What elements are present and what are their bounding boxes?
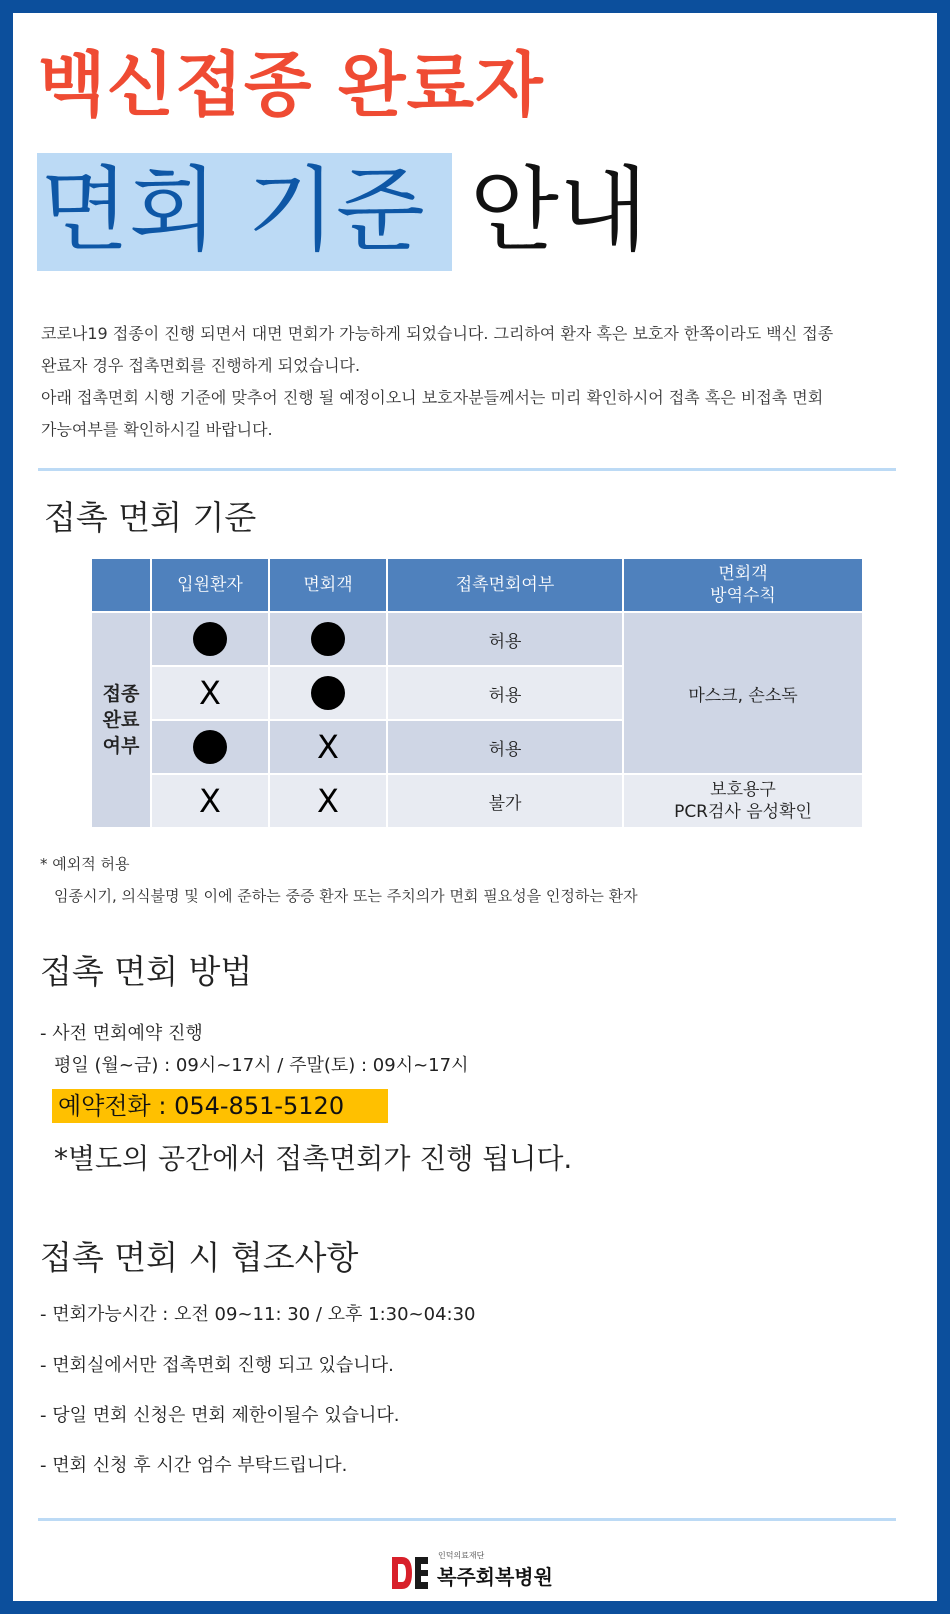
row-label-line: 완료 <box>102 709 140 731</box>
intro-line: 가능여부를 확인하시길 바랍니다. <box>41 420 273 439</box>
cell-visitor-vaccinated <box>269 666 387 720</box>
table-header-patient: 입원환자 <box>151 558 269 612</box>
cooperation-item: - 면회실에서만 접촉면회 진행 되고 있습니다. <box>40 1355 394 1376</box>
title-line2-rest: 안내 <box>470 157 648 264</box>
intro-paragraph <box>41 318 921 446</box>
filled-circle-icon <box>193 622 227 656</box>
cell-visitor-unvaccinated <box>269 720 387 774</box>
cell-visitor-unvaccinated <box>269 774 387 828</box>
cell-visitor-vaccinated <box>269 612 387 666</box>
cell-contact-allowed: 허용 <box>387 720 623 774</box>
cooperation-item: - 당일 면회 신청은 면회 제한이될수 있습니다. <box>40 1405 400 1426</box>
x-mark-icon: X <box>317 782 339 820</box>
filled-circle-icon <box>193 730 227 764</box>
hospital-logo-icon <box>392 1557 428 1589</box>
intro-line: 아래 접촉면회 시행 기준에 맞추어 진행 될 예정이오니 보호자분들께서는 미리 확인하시어 접촉 혹은 비접촉 면회 <box>41 388 824 407</box>
x-mark-icon: X <box>199 674 221 712</box>
cooperation-item: - 면회가능시간 : 오전 09~11: 30 / 오후 1:30~04:30 <box>40 1304 476 1325</box>
section-heading-criteria: 접촉 면회 기준 <box>44 498 257 537</box>
filled-circle-icon <box>311 622 345 656</box>
title-line2-highlight: 면회 기준 <box>40 157 425 264</box>
divider <box>38 468 896 471</box>
cell-contact-denied: 불가 <box>387 774 623 828</box>
title-line1: 백신접종 완료자 <box>38 44 544 126</box>
table-row <box>91 774 863 828</box>
row-label-vaccination-status <box>91 612 151 828</box>
table-header-visitor: 면회객 <box>269 558 387 612</box>
intro-line: 코로나19 접종이 진행 되면서 대면 면회가 가능하게 되었습니다. 그리하여 환자 혹은 보호자 한쪽이라도 백신 접종 <box>41 324 834 343</box>
exception-note-body: 임종시기, 의식불명 및 이에 준하는 중증 환자 또는 주치의가 면회 필요성을 인정하는 환자 <box>54 887 638 905</box>
table-header-rules <box>623 558 863 612</box>
rule-line: PCR검사 음성확인 <box>674 802 812 822</box>
cooperation-item: - 면회 신청 후 시간 엄수 부탁드립니다. <box>40 1455 348 1476</box>
cell-patient-vaccinated <box>151 612 269 666</box>
row-label-line: 접종 <box>102 683 140 705</box>
filled-circle-icon <box>311 676 345 710</box>
reservation-phone: 예약전화 : 054-851-5120 <box>52 1089 388 1123</box>
cell-patient-vaccinated <box>151 720 269 774</box>
table-header-rules-line1: 면회객 <box>718 564 768 584</box>
x-mark-icon: X <box>317 728 339 766</box>
cell-patient-unvaccinated <box>151 666 269 720</box>
cell-contact-allowed: 허용 <box>387 612 623 666</box>
table-row <box>91 612 863 666</box>
section-heading-method: 접촉 면회 방법 <box>40 952 253 991</box>
table-header-contact: 접촉면회여부 <box>387 558 623 612</box>
cell-contact-allowed: 허용 <box>387 666 623 720</box>
org-foundation-name: 인덕의료재단 <box>438 1551 485 1560</box>
table-header-row <box>91 558 863 612</box>
table-header-rules-line2: 방역수칙 <box>710 586 776 606</box>
method-hours: 평일 (월~금) : 09시~17시 / 주말(토) : 09시~17시 <box>54 1055 469 1076</box>
row-label-line: 여부 <box>102 735 140 757</box>
cell-rule-vaccinated: 마스크, 손소독 <box>623 612 863 774</box>
exception-note-title: * 예외적 허용 <box>40 855 130 873</box>
table-header-corner <box>91 558 151 612</box>
separate-space-notice: *별도의 공간에서 접촉면회가 진행 됩니다. <box>54 1142 573 1175</box>
rule-line: 보호용구 <box>710 780 776 800</box>
cell-rule-unvaccinated <box>623 774 863 828</box>
method-item-reservation: - 사전 면회예약 진행 <box>40 1023 203 1044</box>
x-mark-icon: X <box>199 782 221 820</box>
intro-line: 완료자 경우 접촉면회를 진행하게 되었습니다. <box>41 356 361 375</box>
visit-criteria-table <box>90 557 864 829</box>
hospital-name: 복주회복병원 <box>437 1565 553 1589</box>
section-heading-cooperation: 접촉 면회 시 협조사항 <box>40 1238 359 1277</box>
divider <box>38 1518 896 1521</box>
cell-patient-unvaccinated <box>151 774 269 828</box>
